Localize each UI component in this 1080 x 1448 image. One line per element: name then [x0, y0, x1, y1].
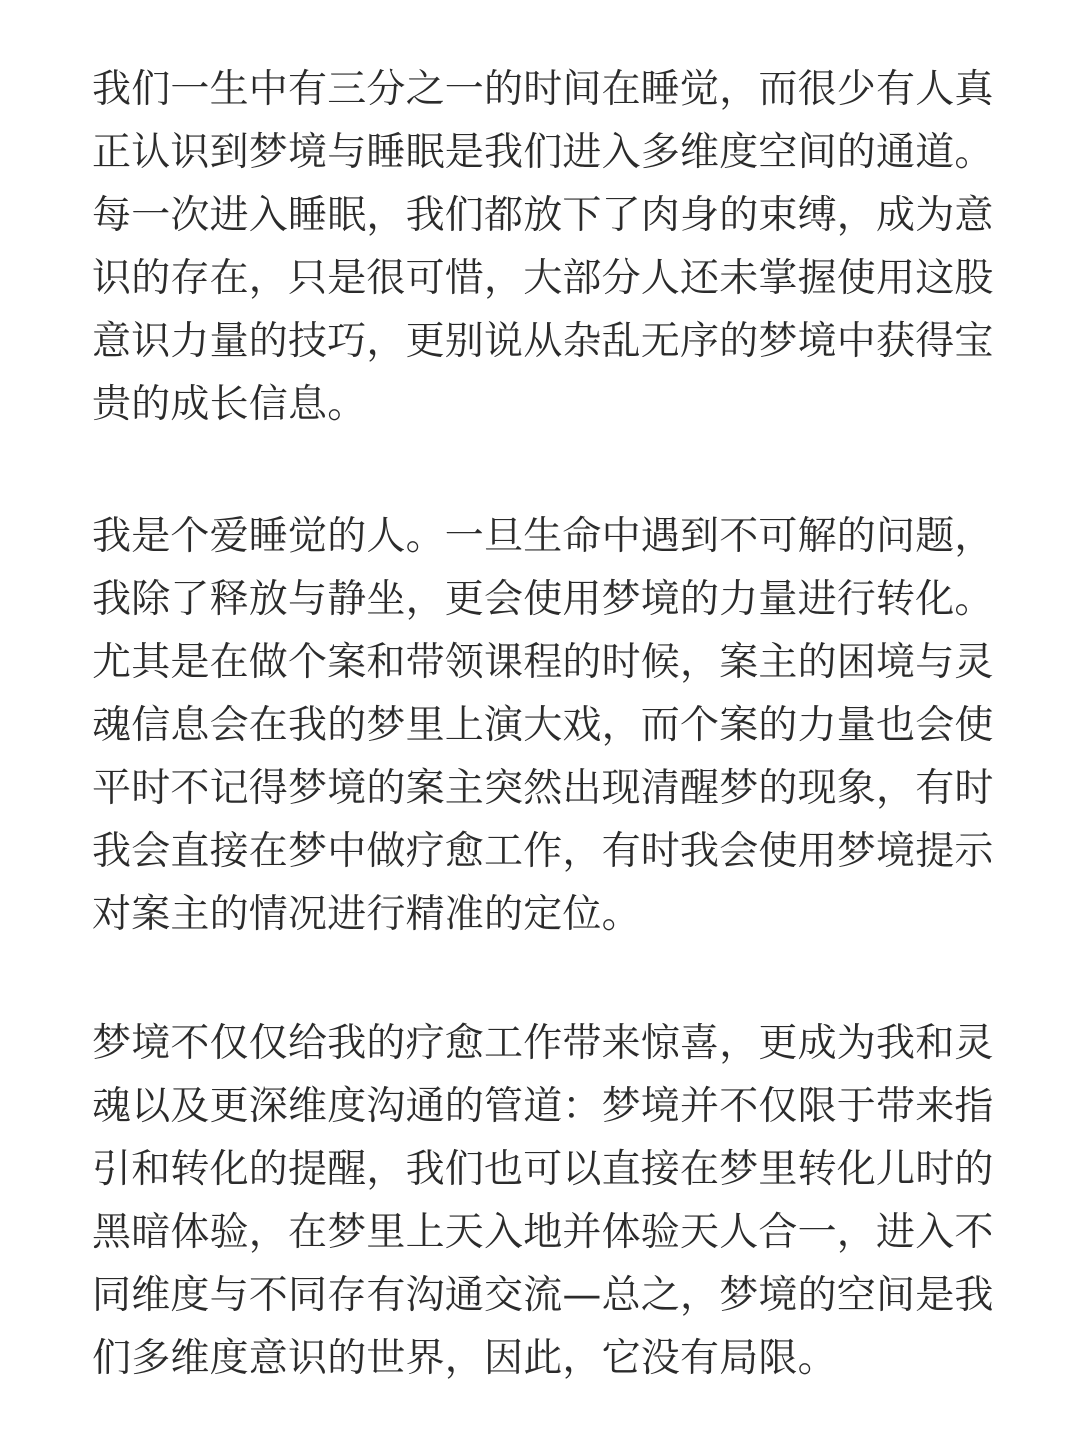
paragraph-1 — [92, 58, 1002, 436]
text-line: 贵的成长信息。 — [92, 382, 367, 427]
text-line: 我除了释放与静坐，更会使用梦境的力量进行转化。 — [92, 577, 994, 622]
text-line: 我们一生中有三分之一的时间在睡觉，而很少有人真 — [92, 67, 994, 112]
text-line: 引和转化的提醒，我们也可以直接在梦里转化儿时的 — [92, 1147, 994, 1192]
text-line: 每一次进入睡眠，我们都放下了肉身的束缚，成为意 — [92, 193, 994, 238]
paragraph-3 — [92, 1012, 1002, 1390]
text-line: 我会直接在梦中做疗愈工作，有时我会使用梦境提示 — [92, 829, 994, 874]
text-line: 梦境不仅仅给我的疗愈工作带来惊喜，更成为我和灵 — [92, 1021, 994, 1066]
text-line: 同维度与不同存有沟通交流—总之，梦境的空间是我 — [92, 1273, 994, 1318]
text-line: 正认识到梦境与睡眠是我们进入多维度空间的通道。 — [92, 130, 994, 175]
text-line: 对案主的情况进行精准的定位。 — [92, 892, 641, 937]
text-line: 尤其是在做个案和带领课程的时候，案主的困境与灵 — [92, 640, 994, 685]
text-line: 意识力量的技巧，更别说从杂乱无序的梦境中获得宝 — [92, 319, 994, 364]
paragraph-2 — [92, 505, 1002, 946]
text-line: 黑暗体验，在梦里上天入地并体验天人合一，进入不 — [92, 1210, 994, 1255]
text-line: 我是个爱睡觉的人。一旦生命中遇到不可解的问题， — [92, 514, 994, 559]
text-line: 魂以及更深维度沟通的管道：梦境并不仅限于带来指 — [92, 1084, 994, 1129]
text-line: 识的存在，只是很可惜，大部分人还未掌握使用这股 — [92, 256, 994, 301]
text-line: 魂信息会在我的梦里上演大戏，而个案的力量也会使 — [92, 703, 994, 748]
text-line: 们多维度意识的世界，因此，它没有局限。 — [92, 1336, 837, 1381]
text-line: 平时不记得梦境的案主突然出现清醒梦的现象，有时 — [92, 766, 994, 811]
